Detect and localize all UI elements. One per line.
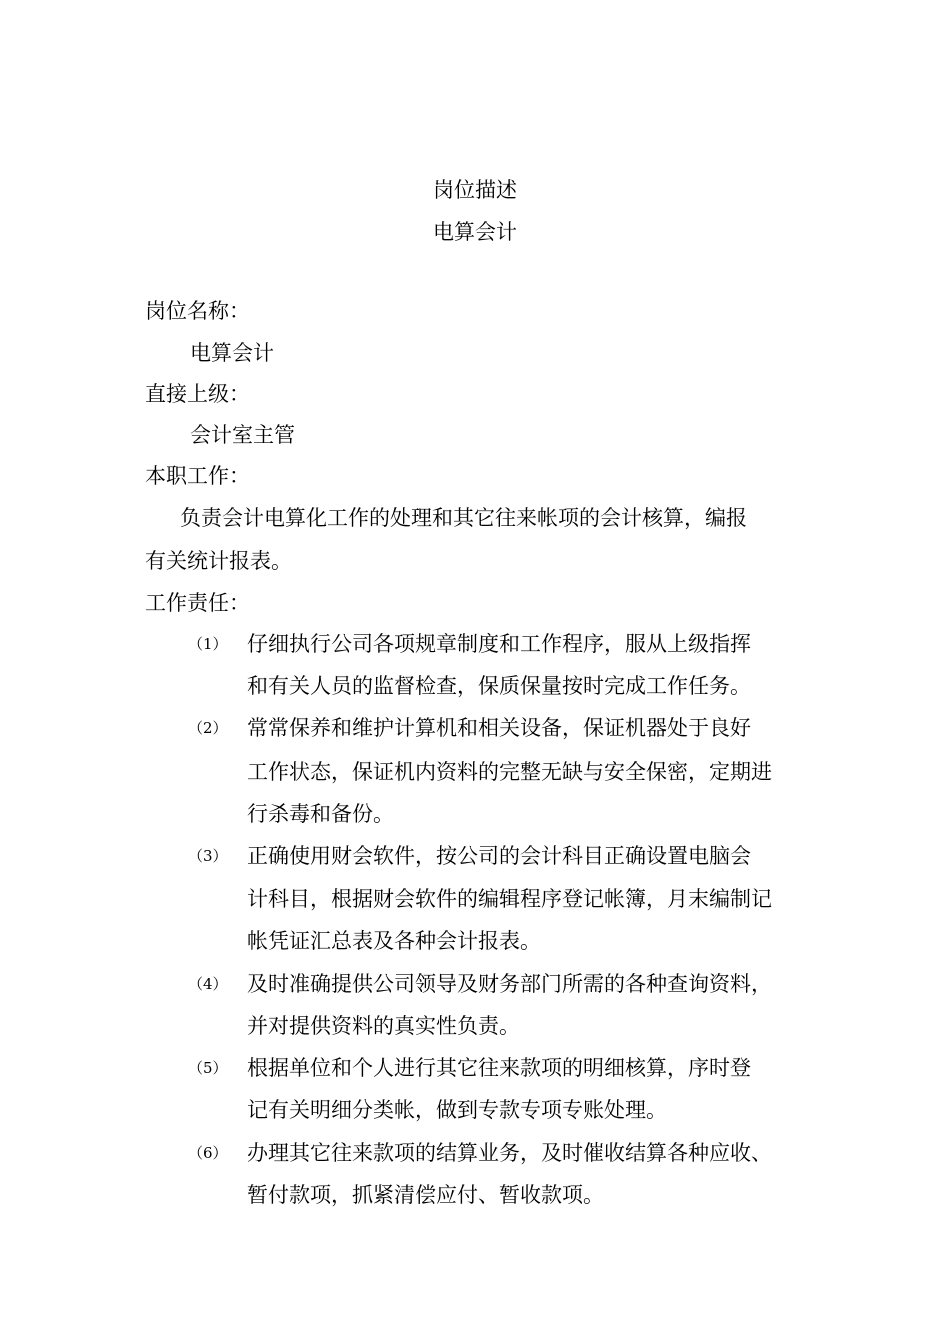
- item-line: 暂付款项，抓紧清偿应付、暂收款项。: [247, 1183, 604, 1207]
- position-name-label: 岗位名称：: [145, 299, 250, 323]
- item-line: 根据单位和个人进行其它往来款项的明细核算，序时登: [247, 1056, 751, 1080]
- document-title: 岗位描述: [433, 178, 517, 202]
- item-line: 及时准确提供公司领导及财务部门所需的各种查询资料，: [247, 972, 772, 996]
- duty-line: 有关统计报表。: [145, 549, 292, 573]
- responsibility-label: 工作责任：: [145, 591, 250, 615]
- item-line: 常常保养和维护计算机和相关设备，保证机器处于良好: [247, 716, 751, 740]
- item-number: （6）: [188, 1144, 228, 1162]
- item-line: 行杀毒和备份。: [247, 802, 394, 826]
- item-line: 并对提供资料的真实性负责。: [247, 1014, 520, 1038]
- duty-label: 本职工作：: [145, 464, 250, 488]
- item-line: 帐凭证汇总表及各种会计报表。: [247, 929, 541, 953]
- item-number: （1）: [188, 635, 228, 653]
- supervisor-label: 直接上级：: [145, 382, 250, 406]
- item-line: 和有关人员的监督检查，保质保量按时完成工作任务。: [247, 674, 751, 698]
- document-subtitle: 电算会计: [433, 220, 517, 244]
- item-number: （3）: [188, 847, 228, 865]
- item-line: 工作状态，保证机内资料的完整无缺与安全保密，定期进: [247, 760, 772, 784]
- item-line: 记有关明细分类帐，做到专款专项专账处理。: [247, 1098, 667, 1122]
- item-number: （4）: [188, 975, 228, 993]
- item-number: （2）: [188, 719, 228, 737]
- duty-line: 负责会计电算化工作的处理和其它往来帐项的会计核算，编报: [180, 506, 747, 530]
- position-name-value: 电算会计: [190, 341, 274, 365]
- item-number: （5）: [188, 1059, 228, 1077]
- item-line: 办理其它往来款项的结算业务，及时催收结算各种应收、: [247, 1141, 772, 1165]
- item-line: 仔细执行公司各项规章制度和工作程序，服从上级指挥: [247, 632, 751, 656]
- item-line: 计科目，根据财会软件的编辑程序登记帐簿，月末编制记: [247, 887, 772, 911]
- item-line: 正确使用财会软件，按公司的会计科目正确设置电脑会: [247, 844, 751, 868]
- supervisor-value: 会计室主管: [190, 423, 295, 447]
